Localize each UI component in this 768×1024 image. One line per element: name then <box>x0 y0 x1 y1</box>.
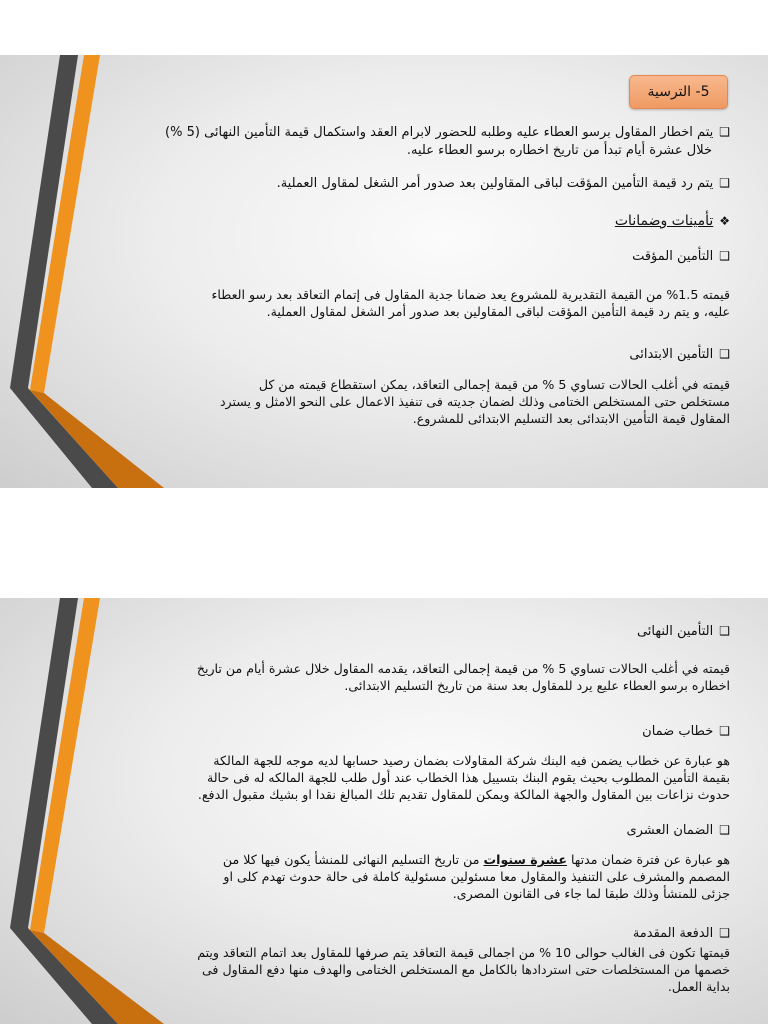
checkbox-bullet-icon: ❑ <box>719 347 730 361</box>
item-final-insurance: ❑التأمين النهائى <box>636 624 730 639</box>
item-decennial-guarantee: ❑الضمان العشرى <box>626 823 730 838</box>
checkbox-bullet-icon: ❑ <box>719 624 730 638</box>
checkbox-bullet-icon: ❑ <box>719 724 730 738</box>
checkbox-bullet-icon: ❑ <box>719 823 730 837</box>
slide-decoration <box>0 598 200 1024</box>
item-advance-payment: ❑الدفعة المقدمة <box>632 926 730 941</box>
slide-1 <box>0 55 768 488</box>
decennial-guarantee-text: هو عبارة عن فترة ضمان مدتها عشرة سنوات من تاريخ التسليم النهائى للمنشأ يكون فيها كلا من المصمم والمشرف على التنفيذ والمقاول معا مسئولين مسئولية كاملة فى حالة حدوث تهدم كلى او جزئى للمنشأ وذلك طبقا لما جاء فى القانون المصرى. <box>222 852 730 901</box>
letter-of-guarantee-text: هو عبارة عن خطاب يضمن فيه البنك شركة المقاولات بضمان رصيد حسابها لديه موجه للجهة المالكة بقيمة التأمين المطلوب بحيث يقوم البنك بتسييل هذا الخطاب عند أول طلب للجهة المالكه له فى حالة حدوث نزاعات بين المقاول والجهة المالكة ويمكن للمقاول تقديم تلك المبالغ نقدا او بشيك مقبول الدفع. <box>197 753 730 802</box>
diamond-bullet-icon: ❖ <box>719 214 730 228</box>
section-badge: 5- الترسية <box>629 75 728 109</box>
checkbox-bullet-icon: ❑ <box>719 125 730 139</box>
slide-decoration <box>0 55 200 488</box>
temporary-insurance-text: قيمته 1.5% من القيمة التقديرية للمشروع يعد ضمانا جدية المقاول فى إتمام التعاقد بعد رسو العطاء عليه، و يتم رد قيمة التأمين المؤقت لباقى المقاولين بعد صدور أمر الشغل لمقاول العملية. <box>211 287 730 319</box>
checkbox-bullet-icon: ❑ <box>719 249 730 263</box>
slide-2 <box>0 598 768 1024</box>
bullet-award-notice: ❑يتم اخطار المقاول برسو العطاء عليه وطلبه للحضور لابرام العقد واستكمال قيمة التأمين النهائى (5 %) خلال عشرة أيام تبدأ من تاريخ اخطاره برسو العطاء عليه. <box>165 125 730 158</box>
section-heading: ❖تأمينات وضمانات <box>614 213 730 229</box>
advance-payment-text: قيمتها تكون فى الغالب حوالى 10 % من اجمالى قيمة التعاقد يتم صرفها للمقاول بعد اتمام التعاقد ويتم خصمها من المستخلصات حتى استردادها بالكامل مع المستخلص الختامى والهدف منها دفع المقاول فى بداية العمل. <box>197 945 730 994</box>
item-initial-insurance: ❑التأمين الابتدائى <box>629 347 730 362</box>
final-insurance-text: قيمته في أغلب الحالات تساوي 5 % من قيمة إجمالى التعاقد، يقدمه المقاول خلال عشرة أيام من تاريخ اخطاره برسو العطاء عليع يرد للمقاول بعد سنة من تاريخ التسليم الابتدائى. <box>196 661 730 693</box>
bullet-refund: ❑يتم رد قيمة التأمين المؤقت لباقى المقاولين بعد صدور أمر الشغل لمقاول العملية. <box>276 176 730 191</box>
item-letter-of-guarantee: ❑خطاب ضمان <box>642 724 730 739</box>
item-temporary-insurance: ❑التأمين المؤقت <box>632 249 730 264</box>
initial-insurance-text: قيمته في أغلب الحالات تساوي 5 % من قيمة إجمالى التعاقد، يمكن استقطاع قيمته من كل مستخلص حتى المستخلص الختامى وذلك لضمان جديته فى تنفيذ الاعمال على النحو الامثل و يسترد المقاول قيمة التأمين الابتدائى بعد التسليم الابتدائى للمشروع. <box>219 377 730 426</box>
checkbox-bullet-icon: ❑ <box>719 926 730 940</box>
checkbox-bullet-icon: ❑ <box>719 176 730 190</box>
